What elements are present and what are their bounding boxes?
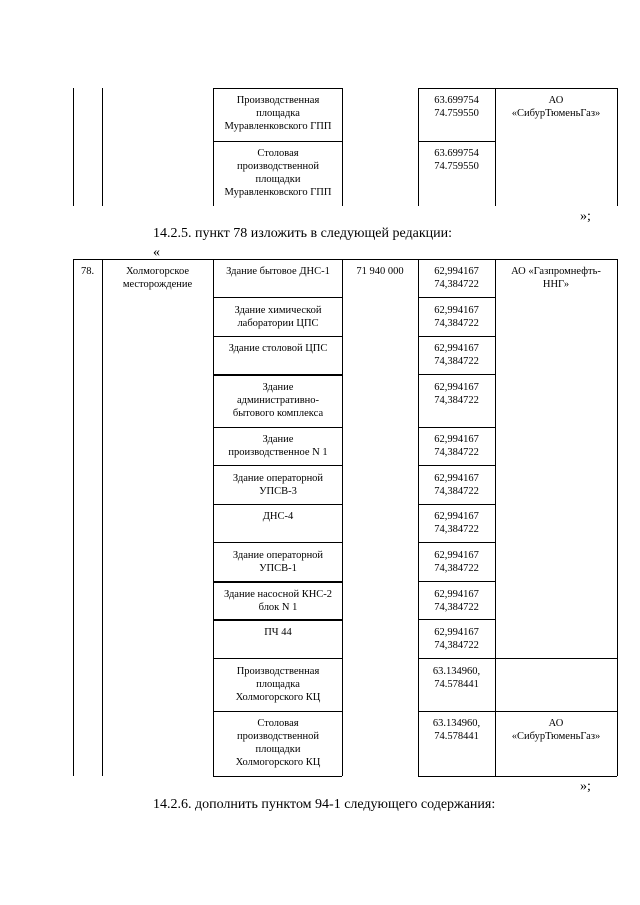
border-line bbox=[617, 88, 618, 206]
border-line bbox=[213, 776, 342, 777]
facility-name: Здание производственное N 1 bbox=[228, 434, 328, 458]
border-line bbox=[213, 88, 342, 89]
facility-coords: 62,994167 74,384722 bbox=[434, 627, 479, 651]
facility-name: Здание операторной УПСВ-3 bbox=[232, 473, 324, 497]
facility-coords: 62,994167 74,384722 bbox=[434, 305, 479, 329]
facility-name: ПЧ 44 bbox=[264, 627, 292, 638]
facility-coords: 62,994167 74,384722 bbox=[434, 434, 479, 458]
opening-quote: « bbox=[153, 245, 160, 260]
facility-coords: 63.699754 74.759550 bbox=[434, 95, 479, 119]
facility-name: Столовая производственной площадки Муравленковского ГПП bbox=[224, 148, 332, 198]
facility-coords: 62,994167 74,384722 bbox=[434, 511, 479, 535]
facility-coords: 62,994167 74,384722 bbox=[434, 589, 479, 613]
facility-name: Здание насосной КНС-2 блок N 1 bbox=[223, 589, 333, 613]
border-line bbox=[418, 776, 617, 777]
facility-name: Здание бытовое ДНС-1 bbox=[226, 266, 330, 277]
border-line bbox=[213, 711, 342, 712]
border-line bbox=[418, 427, 495, 428]
facility-coords: 62,994167 74,384722 bbox=[434, 473, 479, 497]
facility-name: Столовая производственной площадки Холмогорского КЦ bbox=[235, 718, 321, 768]
border-line bbox=[418, 465, 495, 466]
border-line bbox=[418, 619, 495, 620]
border-line bbox=[102, 88, 103, 206]
facility-coords: 63.134960, 74.578441 bbox=[432, 666, 481, 690]
border-line bbox=[418, 658, 617, 659]
border-line bbox=[418, 141, 495, 142]
border-line bbox=[73, 259, 617, 260]
facility-name: ДНС-4 bbox=[262, 511, 294, 522]
border-line bbox=[418, 581, 495, 582]
facility-coords: 63.134960, 74.578441 bbox=[432, 718, 481, 742]
facility-name: Здание химической лаборатории ЦПС bbox=[234, 305, 322, 329]
facility-coords: 62,994167 74,384722 bbox=[434, 343, 479, 367]
border-line bbox=[418, 542, 495, 543]
border-line bbox=[418, 504, 495, 505]
border-line bbox=[213, 427, 342, 428]
facility-name: Здание административно- бытового комплекса bbox=[232, 382, 324, 419]
operator-name: АО «СибурТюменьГаз» bbox=[511, 95, 601, 119]
border-line bbox=[213, 542, 342, 543]
amendment-paragraph: 14.2.5. пункт 78 изложить в следующей редакции: bbox=[153, 226, 452, 241]
border-line bbox=[495, 259, 496, 776]
border-line bbox=[213, 141, 342, 142]
border-line bbox=[213, 619, 342, 621]
facility-coords: 62,994167 74,384722 bbox=[434, 266, 479, 290]
amendment-paragraph: 14.2.6. дополнить пунктом 94-1 следующего содержания: bbox=[153, 797, 496, 812]
closing-quote: »; bbox=[580, 779, 591, 794]
facility-name: Производственная площадка Муравленковского ГПП bbox=[224, 95, 332, 132]
facility-coords: 63.699754 74.759550 bbox=[434, 148, 479, 172]
border-line bbox=[213, 658, 342, 659]
operator-name: АО «СибурТюменьГаз» bbox=[511, 718, 601, 742]
item-number: 78. bbox=[80, 266, 95, 277]
operator-name: АО «Газпромнефть- ННГ» bbox=[511, 266, 601, 290]
facility-coords: 62,994167 74,384722 bbox=[434, 550, 479, 574]
facility-name: Производственная площадка Холмогорского КЦ bbox=[235, 666, 321, 703]
border-line bbox=[213, 504, 342, 505]
border-line bbox=[213, 374, 342, 376]
border-line bbox=[213, 336, 342, 337]
border-line bbox=[102, 259, 103, 776]
border-line bbox=[213, 581, 342, 583]
border-line bbox=[418, 374, 495, 375]
territory-code: 71 940 000 bbox=[356, 266, 404, 277]
border-line bbox=[213, 465, 342, 466]
facility-name: Здание столовой ЦПС bbox=[228, 343, 328, 354]
facility-name: Здание операторной УПСВ-1 bbox=[232, 550, 324, 574]
border-line bbox=[418, 336, 495, 337]
facility-coords: 62,994167 74,384722 bbox=[434, 382, 479, 406]
border-line bbox=[213, 297, 342, 298]
border-line bbox=[73, 259, 74, 776]
border-line bbox=[418, 88, 617, 89]
closing-quote: »; bbox=[580, 209, 591, 224]
border-line bbox=[617, 259, 618, 776]
border-line bbox=[418, 297, 495, 298]
border-line bbox=[73, 88, 74, 206]
field-name: Холмогорское месторождение bbox=[122, 266, 193, 290]
border-line bbox=[418, 711, 617, 712]
